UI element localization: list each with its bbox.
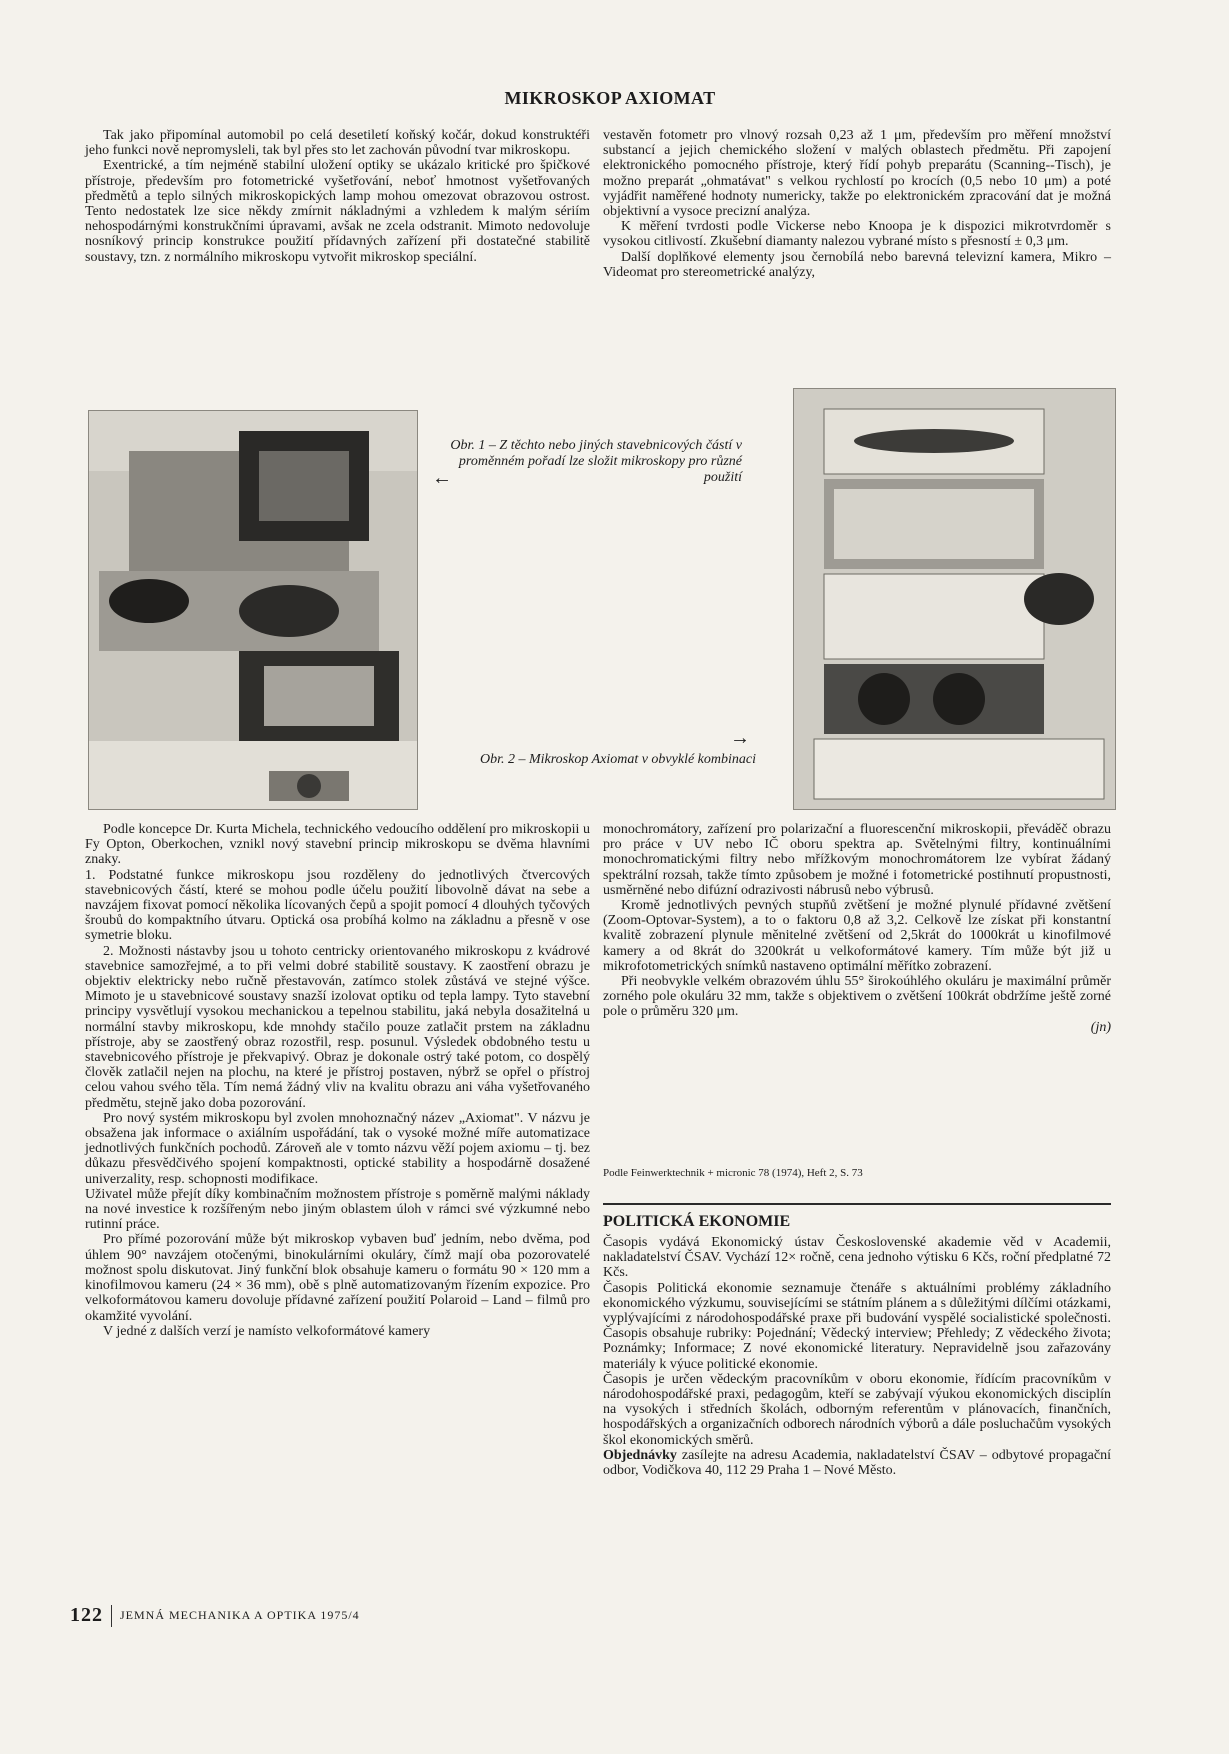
- section-divider: [603, 1203, 1111, 1205]
- page-footer: [70, 1604, 360, 1627]
- paragraph: Další doplňkové elementy jsou černobílá nebo barevná televizní kamera, Mikro – Videomat pro stereometrické analýzy,: [603, 249, 1111, 280]
- paragraph: Při neobvykle velkém obrazovém úhlu 55° širokoúhlého okuláru je maximální průměr zorného pole okuláru 32 mm, takže s objektivem o zvětšení 100krát obdržíme ještě zorné pole o průměru 320 μm.: [603, 974, 1111, 1020]
- paragraph: V jedné z dalších verzí je namísto velkoformátové kamery: [103, 1323, 431, 1339]
- figure-2-caption: Obr. 2 – Mikroskop Axiomat v obvyklé kombinaci: [479, 752, 756, 767]
- page-number: 122: [70, 1604, 103, 1626]
- figure-1-microscope-modules-photo: [88, 410, 418, 810]
- article-column-top-right: [603, 128, 1111, 280]
- paragraph: Pro přímé pozorování může být mikroskop vybaven buď jedním, nebo dvěma, pod úhlem 90° navzájem otočenými, binokulárními okuláry, čímž mají oba pozorovatelé možnost spolu diskutovat. Jiný funkční blok obsahuje kameru o formátu 90 × 120 mm a kinofilmovou kameru (24 × 36 mm), obě s plně automatizovaným řízením expozice. Pro velkoformátovou kameru dovoluje přídavné zařízení použití Polaroid – Land – filmů pro okamžité vyvolání.: [85, 1232, 590, 1324]
- paragraph: Časopis vydává Ekonomický ústav Československé akademie věd v Academii, nakladatelství ČSAV. Vychází 12× ročně, cena jednoho výtisku 6 Kčs, roční předplatné 72 Kčs.: [603, 1235, 1111, 1281]
- author-initials: (jn): [1090, 1019, 1111, 1035]
- footer-divider: [111, 1605, 112, 1627]
- paragraph: 2. Možnosti nástavby jsou u tohoto centricky orientovaného mikroskopu z kvádrové stavebnice samozřejmé, a to při velmi dobré stabilitě soustavy. K zaostření obrazu je objektiv elektricky nebo ručně přestavován, zatímco stolek zůstává ve stejné výšce. Mimoto je u stavebnicové soustavy snazší izolovat optiku od tepla lampy. Tyto stavební principy vysvětlují vysokou mechanickou a tepelnou stabilitu, jaká nebyla dosažitelná u normální stavby mikroskopu, kde mnohdy stačilo pouze zatlačit prstem na základnu přístroje, aby se zaostřený obraz rozostřil, resp. posunul. Výsledek obdobného testu u stavebnicového přístroje je překvapivý. Obraz je dokonale ostrý také potom, co dospělý člověk zatlačil nejen na plochu, na které je přístroj postaven, nýbrž se opřel o přístroj celou vahou svého těla. Tím nemá žádný vliv na kvalitu obrazu ani váha vyšetřovaného předmětu, stejně jako doba pozorování.: [85, 943, 590, 1111]
- paragraph: Časopis Politická ekonomie seznamuje čtenáře s aktuálními problémy základního ekonomického výzkumu, souvisejícími se státním plánem a s důležitými dílčími otázkami, vyplývajícími z národohospodářské praxe při budování vyspělé socialistické společnosti. Časopis obsahuje rubriky: Pojednání; Vědecký interview; Přehledy; Z vědeckého života; Poznámky; Informace; Z nové ekonomické literatury. Nepravidelně jsou zařazovány materiály k výuce politické ekonomie.: [603, 1280, 1111, 1372]
- orders-label: Objednávky: [603, 1447, 677, 1463]
- paragraph: Kromě jednotlivých pevných stupňů zvětšení je možné plynulé přídavné zvětšení (Zoom-Optovar-System), a to o faktoru 0,8 až 3,2. Celkově lze získat při konstantní kvalitě zobrazení plynule měnitelné zvětšení od 2,5krát do 1000krát u kinofilmové kamery a od 8krát do 3200krát u velkoformátové kamery. Tím může být již u mikrofotometrických snímků nastaveno optimální měřítko zobrazení.: [603, 898, 1111, 974]
- source-citation: Podle Feinwerktechnik + micronic 78 (1974), Heft 2, S. 73: [603, 1167, 863, 1179]
- paragraph: Podle koncepce Dr. Kurta Michela, technického vedoucího oddělení pro mikroskopii u Fy Opton, Oberkochen, vznikl nový stavební princip mikroskopu se dvěma hlavními znaky.: [85, 822, 590, 868]
- paragraph: Tak jako připomínal automobil po celá desetiletí koňský kočár, dokud konstruktéři jeho funkci nově nepromysleli, tak byl přes sto let zachován původní tvar mikroskopu.: [85, 128, 590, 159]
- paragraph: [603, 1448, 1111, 1478]
- article-column-top-left: [85, 128, 590, 265]
- politicka-ekonomie-body: [603, 1235, 1111, 1478]
- article-column-bottom-left: [85, 822, 590, 1339]
- paragraph: 1. Podstatné funkce mikroskopu jsou rozděleny do jednotlivých čtvercových stavebnicových částí, které se mohou podle účelu použití libovolně dávat na sebe a navzájem fixovat pomocí několika lícovaných čepů a spojit pomocí 4 dlouhých tyčových šroubů do kompaktního útvaru. Optická osa probíhá kolmo na základnu a přesně v ose symetrie bloku.: [85, 867, 590, 944]
- paragraph: Exentrické, a tím nejméně stabilní uložení optiky se ukázalo kritické pro špičkové přístroje, především pro fotometrické vyšetřování, neboť hmotnost vyšetřovaných předmětů a teplo silných mikroskopických lamp mohou omezovat obrazovou ostrost. Tento nedostatek lze sice někdy zmírnit nákladnými a vzhledem k malým sériím nehospodárnými konstrukčními úpravami, avšak ne zcela odstranit. Mimoto nedovoluje nosníkový princip konstrukce použití přídavných zařízení při dostatečné stabilitě soustavy, tzn. z normálního mikroskopu vytvořit mikroskop speciální.: [85, 158, 590, 265]
- paragraph: K měření tvrdosti podle Vickerse nebo Knoopa je k dispozici mikrotvrdoměr s vysokou citlivostí. Zkušební diamanty nalezou vybrané místo s přesností ± 0,3 μm.: [603, 219, 1111, 250]
- paragraph: Uživatel může přejít díky kombinačním možnostem přístroje s poměrně malými náklady na nové investice k rozšířeným nebo jiným oblastem úloh v rámci své výzkumné nebo rutinní práce.: [85, 1186, 590, 1233]
- page-title: MIKROSKOP AXIOMAT: [504, 88, 716, 108]
- journal-name: JEMNÁ MECHANIKA A OPTIKA 1975/4: [120, 1608, 360, 1622]
- figure-1-caption: Obr. 1 – Z těchto nebo jiných stavebnicových částí v proměnném pořadí lze složit mikroskopy pro různé použití: [450, 438, 742, 485]
- orders-address: zasílejte na adresu Academia, nakladatelství ČSAV – odbytové propagační odbor, Vodičkova 40, 112 29 Praha 1 – Nové Město.: [603, 1447, 1111, 1479]
- arrow-right-icon: →: [730, 727, 750, 749]
- paragraph: Pro nový systém mikroskopu byl zvolen mnohoznačný název „Axiomat". V názvu je obsažena jak informace o axiálním uspořádání, tak o vysoké možné míře automatizace jednotlivých funkčních pochodů. Zároveň ale v tomto názvu věží pojem axiomu – tj. bez důkazu přesvědčivého spojení kompaktnosti, optické stability a hospodárně dosažené univerzality, resp. schopnosti modifikace.: [85, 1110, 590, 1187]
- paragraph: monochromátory, zařízení pro polarizační a fluorescenční mikroskopii, převáděč obrazu pro práce v UV nebo IČ oboru spektra ap. Světelnými filtry, kontinuálními monochromatickými filtry nebo mřížkovým monochromátorem lze vybírat žádaný spektrální rozsah, takže tímto způsobem je možné i fotometrické postihnutí propustnosti, usměrněné nebo difúzní odrazivosti nábrusů nebo výbrusů.: [603, 822, 1111, 898]
- paragraph: vestavěn fotometr pro vlnový rozsah 0,23 až 1 μm, především pro měření množství substancí a jejich chemického složení v malých oblastech předmětu. Při zapojení elektronického pomocného přístroje, který řídí pohyb preparátu (Scanning--Tisch), je možno preparát „ohmatávat" s velkou rychlostí po krocích (0,5 nebo 10 μm) a poté vyjádřit naměřené hodnoty numericky, takže po elektronickém zpracování dat je možná objektivní a vysoce precizní analýza.: [603, 128, 1111, 220]
- figure-2-microscope-assembled-photo: [793, 388, 1116, 810]
- section-title-politicka-ekonomie: POLITICKÁ EKONOMIE: [603, 1213, 791, 1230]
- article-column-bottom-right: [603, 822, 1111, 1035]
- paragraph: Časopis je určen vědeckým pracovníkům v oboru ekonomie, řídícím pracovníkům v národohospodářské praxi, pedagogům, kteří se zabývají výukou ekonomických disciplín na vysokých i středních školách, odborným referentům v plánovacích, finančních, hospodářských a organizačních odborech národních výborů a dále posluchačům vysokých škol ekonomických směrů.: [603, 1371, 1111, 1448]
- arrow-left-icon: ←: [432, 467, 452, 489]
